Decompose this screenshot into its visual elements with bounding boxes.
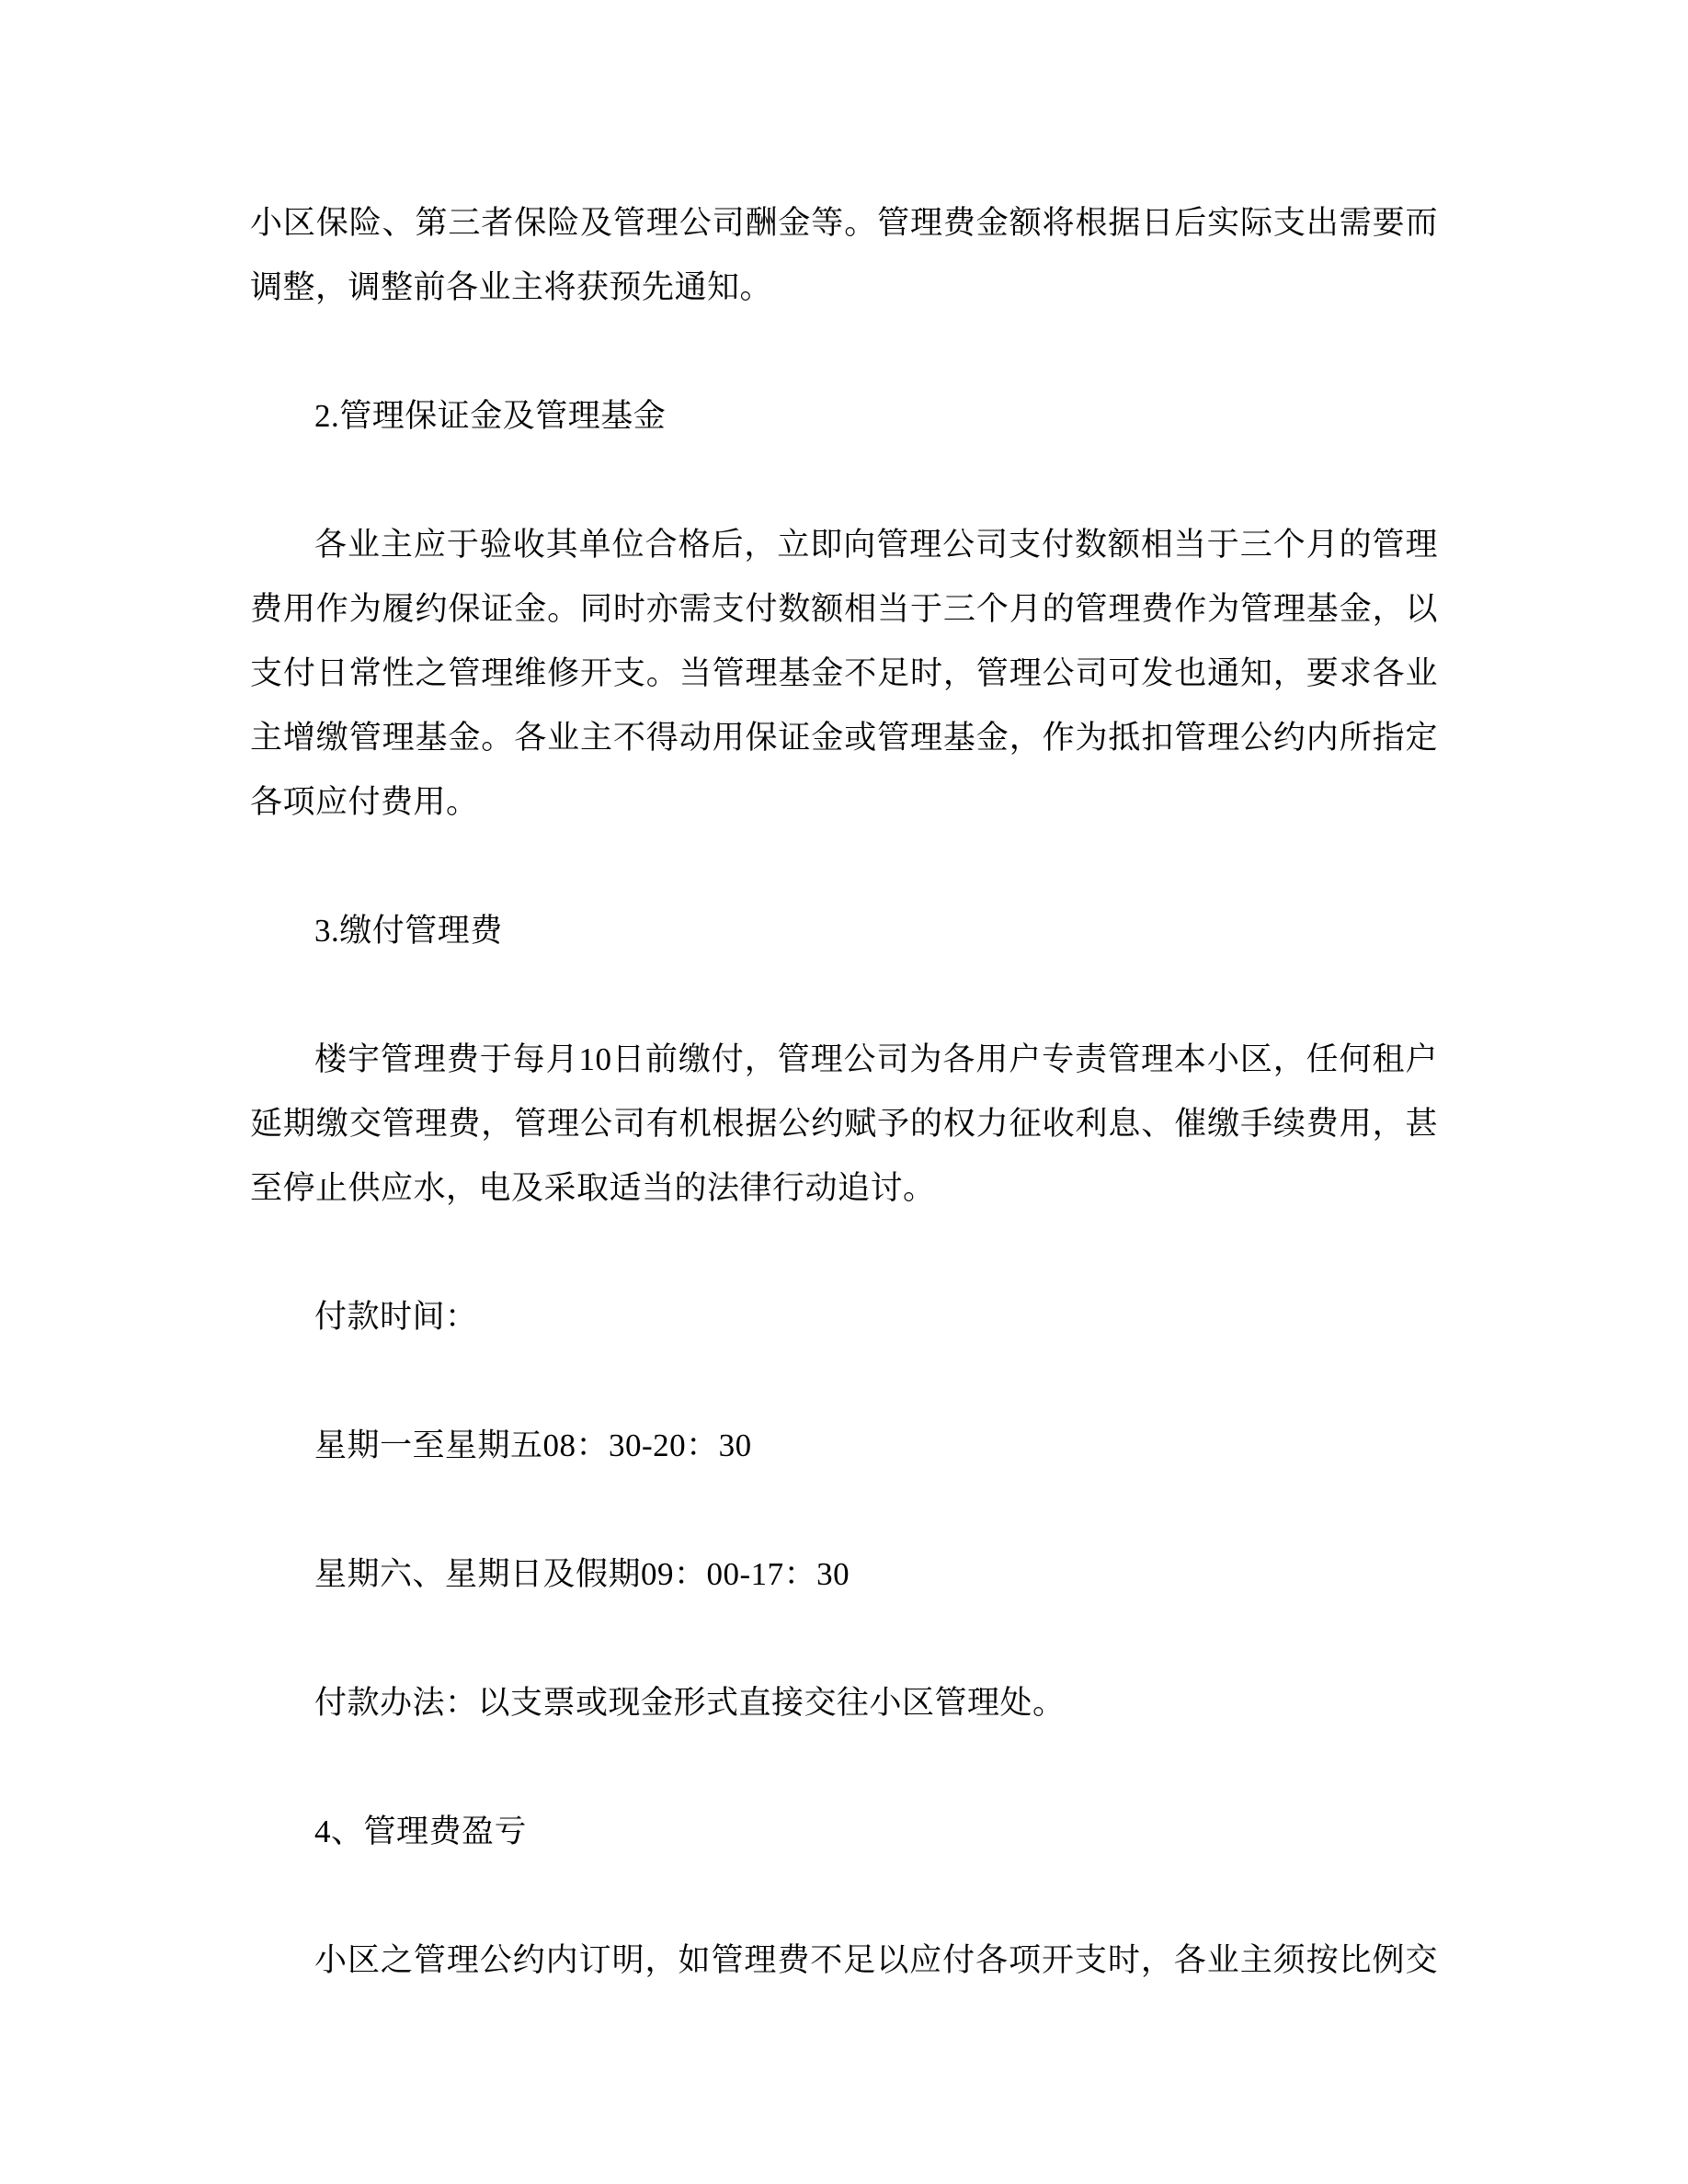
text-line: 3.缴付管理费 [314,913,503,949]
heading-section-4 [250,1800,1438,1864]
text-line: 各项应付费用。 [250,784,479,820]
text-line: 楼宇管理费于每月10日前缴付，管理公司为各用户专责管理本小区，任何租户 [314,1041,1438,1077]
text-line: 至停止供应水，电及采取适当的法律行动追讨。 [250,1170,936,1206]
line-weekend-holiday-hours [250,1542,1438,1607]
document-body [250,191,1438,2057]
heading-section-2 [250,384,1438,449]
heading-section-3 [250,899,1438,963]
text-line: 费用作为履约保证金。同时亦需支付数额相当于三个月的管理费作为管理基金，以 [250,591,1438,627]
text-line: 星期六、星期日及假期09：00-17：30 [314,1556,850,1592]
line-weekday-hours [250,1414,1438,1478]
text-line: 星期一至星期五08：30-20：30 [314,1428,752,1463]
line-payment-method [250,1671,1438,1735]
text-line: 小区之管理公约内订明，如管理费不足以应付各项开支时，各业主须按比例交 [314,1942,1438,1978]
paragraph-surplus-deficit [250,1928,1438,1993]
text-line: 付款办法：以支票或现金形式直接交往小区管理处。 [314,1685,1066,1721]
text-line: 4、管理费盈亏 [314,1814,528,1849]
text-line: 付款时间： [314,1299,478,1335]
paragraph-fee-payment [250,1028,1438,1221]
text-line: 小区保险、第三者保险及管理公司酬金等。管理费金额将根据日后实际支出需要而 [250,205,1438,241]
paragraph-deposit-and-fund [250,513,1438,835]
text-line: 调整，调整前各业主将获预先通知。 [250,269,773,305]
text-line: 支付日常性之管理维修开支。当管理基金不足时，管理公司可发也通知，要求各业 [250,655,1438,691]
text-line: 各业主应于验收其单位合格后，立即向管理公司支付数额相当于三个月的管理 [314,527,1438,563]
text-line: 主增缴管理基金。各业主不得动用保证金或管理基金，作为抵扣管理公约内所指定 [250,720,1438,756]
paragraph-fee-adjustment-continuation [250,191,1438,320]
text-line: 延期缴交管理费，管理公司有机根据公约赋予的权力征收利息、催缴手续费用，甚 [250,1106,1438,1142]
text-line: 2.管理保证金及管理基金 [314,398,667,434]
line-payment-time-label [250,1285,1438,1349]
